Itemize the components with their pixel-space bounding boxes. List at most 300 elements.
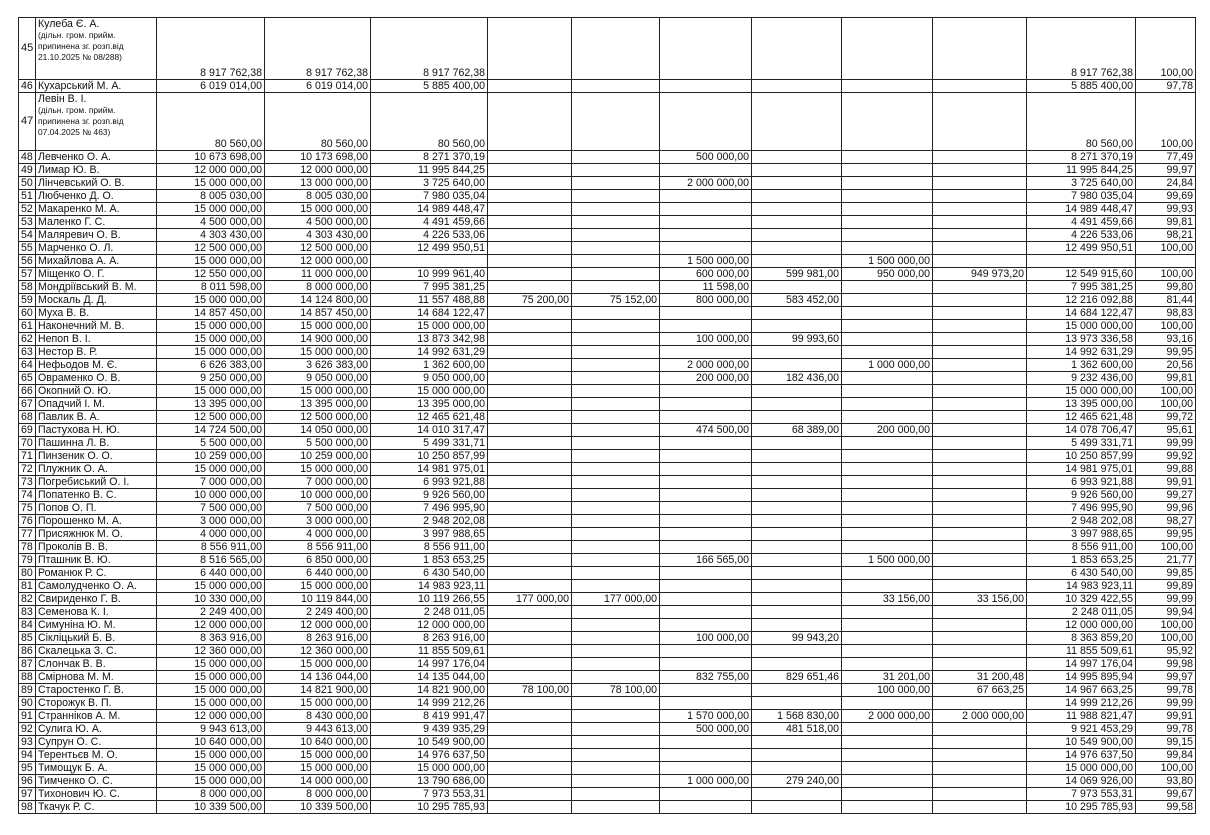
deputy-name-cell: Опадчий І. М. xyxy=(36,398,157,411)
row-number: 89 xyxy=(19,684,36,697)
table-row xyxy=(19,424,1196,437)
extra-spent-2 xyxy=(752,229,842,242)
extra-spent-3 xyxy=(933,294,1027,307)
percent-spent: 99,97 xyxy=(1136,164,1196,177)
adjusted-amount: 8 005 030,00 xyxy=(265,190,371,203)
deputy-name-cell: Пташник В. Ю. xyxy=(36,554,157,567)
adjusted-amount: 2 249 400,00 xyxy=(265,606,371,619)
extra-planned-2 xyxy=(660,515,752,528)
extra-spent-3 xyxy=(933,242,1027,255)
total-spent: 13 973 336,58 xyxy=(1027,333,1136,346)
spent-amount: 15 000 000,00 xyxy=(371,320,488,333)
spent-amount: 14 999 212,26 xyxy=(371,697,488,710)
extra-spent-3 xyxy=(933,424,1027,437)
extra-spent-3 xyxy=(933,80,1027,93)
extra-planned-1 xyxy=(488,333,572,346)
extra-planned-2 xyxy=(660,93,752,151)
adjusted-amount: 8 000 000,00 xyxy=(265,281,371,294)
extra-planned-1 xyxy=(488,424,572,437)
table-row xyxy=(19,151,1196,164)
percent-spent: 99,93 xyxy=(1136,203,1196,216)
table-row xyxy=(19,788,1196,801)
extra-planned-2 xyxy=(660,697,752,710)
extra-planned-3 xyxy=(842,164,933,177)
row-number: 58 xyxy=(19,281,36,294)
adjusted-amount: 15 000 000,00 xyxy=(265,320,371,333)
extra-planned-3 xyxy=(842,437,933,450)
spent-amount: 1 853 653,25 xyxy=(371,554,488,567)
extra-planned-3 xyxy=(842,463,933,476)
extra-planned-1 xyxy=(488,346,572,359)
deputy-name-cell: Слончак В. В. xyxy=(36,658,157,671)
extra-planned-3 xyxy=(842,801,933,814)
extra-planned-1 xyxy=(488,80,572,93)
extra-spent-2: 599 981,00 xyxy=(752,268,842,281)
adjusted-amount: 8 000 000,00 xyxy=(265,788,371,801)
deputy-name-cell: Пинзеник О. О. xyxy=(36,450,157,463)
row-number: 46 xyxy=(19,80,36,93)
extra-spent-3 xyxy=(933,658,1027,671)
planned-amount: 15 000 000,00 xyxy=(157,320,265,333)
extra-planned-2 xyxy=(660,476,752,489)
adjusted-amount: 8 917 762,38 xyxy=(265,18,371,80)
extra-planned-2: 1 500 000,00 xyxy=(660,255,752,268)
percent-spent: 99,84 xyxy=(1136,749,1196,762)
percent-spent: 99,58 xyxy=(1136,801,1196,814)
deputy-name-cell: Павлик В. А. xyxy=(36,411,157,424)
total-spent: 7 973 553,31 xyxy=(1027,788,1136,801)
total-spent: 3 725 640,00 xyxy=(1027,177,1136,190)
deputy-name-cell: Макаренко М. А. xyxy=(36,203,157,216)
spent-amount: 6 430 540,00 xyxy=(371,567,488,580)
extra-spent-3 xyxy=(933,18,1027,80)
extra-spent-3 xyxy=(933,372,1027,385)
adjusted-amount: 7 500 000,00 xyxy=(265,502,371,515)
row-number: 79 xyxy=(19,554,36,567)
extra-spent-1 xyxy=(572,489,660,502)
extra-spent-3 xyxy=(933,450,1027,463)
planned-amount: 12 000 000,00 xyxy=(157,619,265,632)
extra-spent-1 xyxy=(572,268,660,281)
extra-spent-2 xyxy=(752,93,842,151)
row-number: 61 xyxy=(19,320,36,333)
extra-planned-2 xyxy=(660,749,752,762)
deputy-name-cell: Порошенко М. А. xyxy=(36,515,157,528)
table-row xyxy=(19,346,1196,359)
planned-amount: 9 943 613,00 xyxy=(157,723,265,736)
row-number: 85 xyxy=(19,632,36,645)
planned-amount: 12 550 000,00 xyxy=(157,268,265,281)
spent-amount: 2 248 011,05 xyxy=(371,606,488,619)
planned-amount: 15 000 000,00 xyxy=(157,203,265,216)
planned-amount: 10 339 500,00 xyxy=(157,801,265,814)
total-spent: 15 000 000,00 xyxy=(1027,320,1136,333)
planned-amount: 8 917 762,38 xyxy=(157,18,265,80)
extra-spent-1: 177 000,00 xyxy=(572,593,660,606)
row-number: 45 xyxy=(19,18,36,80)
table-row xyxy=(19,93,1196,151)
extra-planned-2 xyxy=(660,736,752,749)
extra-spent-3 xyxy=(933,528,1027,541)
planned-amount: 10 673 698,00 xyxy=(157,151,265,164)
deputy-name-cell: Терентьєв М. О. xyxy=(36,749,157,762)
planned-amount: 15 000 000,00 xyxy=(157,671,265,684)
extra-spent-3 xyxy=(933,398,1027,411)
extra-spent-1 xyxy=(572,788,660,801)
row-number: 98 xyxy=(19,801,36,814)
row-number: 65 xyxy=(19,372,36,385)
extra-planned-3 xyxy=(842,333,933,346)
extra-spent-3 xyxy=(933,216,1027,229)
extra-spent-2 xyxy=(752,476,842,489)
percent-spent: 99,95 xyxy=(1136,346,1196,359)
percent-spent: 100,00 xyxy=(1136,320,1196,333)
row-number: 74 xyxy=(19,489,36,502)
extra-spent-1 xyxy=(572,528,660,541)
extra-planned-3 xyxy=(842,723,933,736)
total-spent: 14 981 975,01 xyxy=(1027,463,1136,476)
extra-planned-2 xyxy=(660,411,752,424)
spent-amount: 8 419 991,47 xyxy=(371,710,488,723)
spent-amount: 4 226 533,06 xyxy=(371,229,488,242)
spent-amount: 11 995 844,25 xyxy=(371,164,488,177)
planned-amount: 6 626 383,00 xyxy=(157,359,265,372)
extra-planned-1 xyxy=(488,528,572,541)
planned-amount: 15 000 000,00 xyxy=(157,346,265,359)
total-spent: 11 988 821,47 xyxy=(1027,710,1136,723)
percent-spent: 21,77 xyxy=(1136,554,1196,567)
extra-planned-2: 2 000 000,00 xyxy=(660,359,752,372)
extra-spent-3 xyxy=(933,502,1027,515)
row-number: 80 xyxy=(19,567,36,580)
table-row xyxy=(19,268,1196,281)
extra-planned-1 xyxy=(488,489,572,502)
extra-planned-3 xyxy=(842,749,933,762)
spent-amount: 14 981 975,01 xyxy=(371,463,488,476)
extra-planned-2 xyxy=(660,385,752,398)
spent-amount: 14 821 900,00 xyxy=(371,684,488,697)
percent-spent: 99,91 xyxy=(1136,710,1196,723)
total-spent: 13 395 000,00 xyxy=(1027,398,1136,411)
extra-spent-2 xyxy=(752,385,842,398)
extra-spent-2 xyxy=(752,203,842,216)
adjusted-amount: 14 821 900,00 xyxy=(265,684,371,697)
extra-planned-2 xyxy=(660,216,752,229)
extra-planned-3: 1 000 000,00 xyxy=(842,359,933,372)
total-spent: 11 855 509,61 xyxy=(1027,645,1136,658)
row-number: 96 xyxy=(19,775,36,788)
planned-amount: 15 000 000,00 xyxy=(157,580,265,593)
spent-amount: 10 549 900,00 xyxy=(371,736,488,749)
total-spent: 8 556 911,00 xyxy=(1027,541,1136,554)
total-spent: 4 226 533,06 xyxy=(1027,229,1136,242)
extra-spent-1 xyxy=(572,697,660,710)
extra-spent-2 xyxy=(752,320,842,333)
planned-amount: 15 000 000,00 xyxy=(157,385,265,398)
extra-spent-3: 31 200,48 xyxy=(933,671,1027,684)
extra-planned-2: 1 570 000,00 xyxy=(660,710,752,723)
extra-planned-3: 200 000,00 xyxy=(842,424,933,437)
extra-planned-2 xyxy=(660,18,752,80)
extra-spent-2 xyxy=(752,281,842,294)
spent-amount: 5 885 400,00 xyxy=(371,80,488,93)
extra-spent-1 xyxy=(572,80,660,93)
percent-spent: 100,00 xyxy=(1136,93,1196,151)
spent-amount: 11 855 509,61 xyxy=(371,645,488,658)
deputy-name: Левін В. І. xyxy=(38,93,87,105)
extra-planned-3 xyxy=(842,489,933,502)
spent-amount: 10 295 785,93 xyxy=(371,801,488,814)
extra-spent-3: 949 973,20 xyxy=(933,268,1027,281)
extra-planned-3 xyxy=(842,619,933,632)
extra-planned-1 xyxy=(488,372,572,385)
planned-amount: 8 516 565,00 xyxy=(157,554,265,567)
percent-spent xyxy=(1136,255,1196,268)
table-row xyxy=(19,645,1196,658)
extra-spent-2 xyxy=(752,645,842,658)
total-spent: 9 926 560,00 xyxy=(1027,489,1136,502)
spent-amount: 14 976 637,50 xyxy=(371,749,488,762)
extra-planned-3 xyxy=(842,190,933,203)
extra-planned-3 xyxy=(842,788,933,801)
planned-amount: 7 500 000,00 xyxy=(157,502,265,515)
spent-amount: 7 973 553,31 xyxy=(371,788,488,801)
planned-amount: 15 000 000,00 xyxy=(157,762,265,775)
extra-planned-1 xyxy=(488,463,572,476)
planned-amount: 15 000 000,00 xyxy=(157,684,265,697)
extra-planned-3 xyxy=(842,411,933,424)
deputy-name-cell: Маленко Г. С. xyxy=(36,216,157,229)
extra-planned-1 xyxy=(488,203,572,216)
deputy-note: (дільн. гром. прийм. припинена зг. розп.від 21.10.2025 № 08/288) xyxy=(38,30,124,62)
extra-planned-1 xyxy=(488,268,572,281)
extra-planned-2 xyxy=(660,229,752,242)
adjusted-amount: 7 000 000,00 xyxy=(265,476,371,489)
extra-planned-3 xyxy=(842,567,933,580)
percent-spent: 99,98 xyxy=(1136,658,1196,671)
planned-amount: 14 724 500,00 xyxy=(157,424,265,437)
extra-planned-1 xyxy=(488,697,572,710)
total-spent: 2 948 202,08 xyxy=(1027,515,1136,528)
spent-amount: 2 948 202,08 xyxy=(371,515,488,528)
total-spent: 1 362 600,00 xyxy=(1027,359,1136,372)
planned-amount: 8 005 030,00 xyxy=(157,190,265,203)
extra-spent-1 xyxy=(572,93,660,151)
deputy-name-cell: Сторожук В. П. xyxy=(36,697,157,710)
extra-planned-3 xyxy=(842,580,933,593)
total-spent: 10 250 857,99 xyxy=(1027,450,1136,463)
adjusted-amount: 15 000 000,00 xyxy=(265,385,371,398)
extra-planned-2: 600 000,00 xyxy=(660,268,752,281)
percent-spent: 93,80 xyxy=(1136,775,1196,788)
extra-planned-1 xyxy=(488,567,572,580)
adjusted-amount: 8 556 911,00 xyxy=(265,541,371,554)
adjusted-amount: 14 050 000,00 xyxy=(265,424,371,437)
row-number: 52 xyxy=(19,203,36,216)
percent-spent: 100,00 xyxy=(1136,541,1196,554)
spent-amount: 9 050 000,00 xyxy=(371,372,488,385)
extra-planned-1 xyxy=(488,788,572,801)
extra-planned-1 xyxy=(488,359,572,372)
spent-amount: 14 992 631,29 xyxy=(371,346,488,359)
extra-planned-2 xyxy=(660,801,752,814)
extra-spent-2 xyxy=(752,749,842,762)
extra-planned-1 xyxy=(488,93,572,151)
table-row xyxy=(19,502,1196,515)
extra-planned-3 xyxy=(842,450,933,463)
adjusted-amount: 8 263 916,00 xyxy=(265,632,371,645)
row-number: 54 xyxy=(19,229,36,242)
extra-planned-2: 800 000,00 xyxy=(660,294,752,307)
adjusted-amount: 12 000 000,00 xyxy=(265,619,371,632)
extra-spent-3 xyxy=(933,333,1027,346)
deputy-name: Кулеба Є. А. xyxy=(38,18,100,30)
extra-planned-1 xyxy=(488,710,572,723)
total-spent: 12 465 621,48 xyxy=(1027,411,1136,424)
extra-spent-1 xyxy=(572,450,660,463)
extra-spent-3 xyxy=(933,775,1027,788)
row-number: 83 xyxy=(19,606,36,619)
total-spent: 12 216 092,88 xyxy=(1027,294,1136,307)
deputy-note: (дільн. гром. прийм. припинена зг. розп.від 07.04.2025 № 463) xyxy=(38,105,124,137)
extra-spent-1 xyxy=(572,502,660,515)
extra-spent-2 xyxy=(752,489,842,502)
extra-spent-3 xyxy=(933,164,1027,177)
extra-spent-2 xyxy=(752,398,842,411)
deputy-name-cell: Попов О. П. xyxy=(36,502,157,515)
spent-amount: 14 983 923,11 xyxy=(371,580,488,593)
extra-spent-3 xyxy=(933,437,1027,450)
total-spent: 14 069 926,00 xyxy=(1027,775,1136,788)
percent-spent: 99,81 xyxy=(1136,216,1196,229)
row-number: 87 xyxy=(19,658,36,671)
extra-planned-1 xyxy=(488,255,572,268)
percent-spent: 24,84 xyxy=(1136,177,1196,190)
spent-amount: 7 980 035,04 xyxy=(371,190,488,203)
table-body xyxy=(19,18,1196,814)
extra-planned-3: 1 500 000,00 xyxy=(842,554,933,567)
deputy-name-cell: Маляревич О. В. xyxy=(36,229,157,242)
extra-planned-1 xyxy=(488,216,572,229)
extra-spent-1 xyxy=(572,307,660,320)
table-row xyxy=(19,320,1196,333)
deputy-name-cell: Семенова К. І. xyxy=(36,606,157,619)
adjusted-amount: 6 019 014,00 xyxy=(265,80,371,93)
table-row xyxy=(19,749,1196,762)
planned-amount: 4 500 000,00 xyxy=(157,216,265,229)
adjusted-amount: 15 000 000,00 xyxy=(265,697,371,710)
extra-spent-3 xyxy=(933,801,1027,814)
deputy-name-cell: Проколів В. В. xyxy=(36,541,157,554)
row-number: 47 xyxy=(19,93,36,151)
extra-spent-3 xyxy=(933,93,1027,151)
deputy-name-cell: Наконечний М. В. xyxy=(36,320,157,333)
total-spent: 9 232 436,00 xyxy=(1027,372,1136,385)
row-number: 60 xyxy=(19,307,36,320)
planned-amount: 15 000 000,00 xyxy=(157,658,265,671)
total-spent: 4 491 459,66 xyxy=(1027,216,1136,229)
adjusted-amount: 14 124 800,00 xyxy=(265,294,371,307)
extra-planned-1 xyxy=(488,450,572,463)
extra-planned-2 xyxy=(660,203,752,216)
adjusted-amount: 15 000 000,00 xyxy=(265,463,371,476)
table-row xyxy=(19,619,1196,632)
adjusted-amount: 6 850 000,00 xyxy=(265,554,371,567)
table-row xyxy=(19,775,1196,788)
extra-planned-3 xyxy=(842,294,933,307)
percent-spent: 99,15 xyxy=(1136,736,1196,749)
total-spent: 14 684 122,47 xyxy=(1027,307,1136,320)
extra-planned-1 xyxy=(488,619,572,632)
row-number: 48 xyxy=(19,151,36,164)
extra-spent-1 xyxy=(572,801,660,814)
percent-spent: 99,96 xyxy=(1136,502,1196,515)
extra-spent-1 xyxy=(572,281,660,294)
extra-planned-3: 2 000 000,00 xyxy=(842,710,933,723)
extra-planned-2 xyxy=(660,684,752,697)
planned-amount: 15 000 000,00 xyxy=(157,294,265,307)
spent-amount: 13 790 686,00 xyxy=(371,775,488,788)
extra-spent-1 xyxy=(572,255,660,268)
extra-spent-2 xyxy=(752,619,842,632)
percent-spent: 99,99 xyxy=(1136,593,1196,606)
deputy-name-cell: Странніков А. М. xyxy=(36,710,157,723)
table-row xyxy=(19,593,1196,606)
extra-planned-1 xyxy=(488,554,572,567)
extra-planned-3 xyxy=(842,528,933,541)
extra-planned-3 xyxy=(842,177,933,190)
total-spent: 12 499 950,51 xyxy=(1027,242,1136,255)
spent-amount: 10 119 266,55 xyxy=(371,593,488,606)
table-row xyxy=(19,723,1196,736)
percent-spent: 99,94 xyxy=(1136,606,1196,619)
planned-amount: 10 640 000,00 xyxy=(157,736,265,749)
extra-planned-1 xyxy=(488,151,572,164)
deputy-name-cell: Любченко Д. О. xyxy=(36,190,157,203)
extra-spent-1 xyxy=(572,229,660,242)
deputy-name-cell: Лимар Ю. В. xyxy=(36,164,157,177)
spent-amount: 3 725 640,00 xyxy=(371,177,488,190)
extra-spent-2 xyxy=(752,242,842,255)
adjusted-amount: 4 303 430,00 xyxy=(265,229,371,242)
extra-planned-3: 950 000,00 xyxy=(842,268,933,281)
extra-planned-3 xyxy=(842,658,933,671)
row-number: 66 xyxy=(19,385,36,398)
extra-planned-1 xyxy=(488,762,572,775)
row-number: 71 xyxy=(19,450,36,463)
extra-planned-3 xyxy=(842,515,933,528)
extra-planned-3 xyxy=(842,346,933,359)
spent-amount: 80 560,00 xyxy=(371,93,488,151)
extra-spent-2: 68 389,00 xyxy=(752,424,842,437)
spent-amount: 15 000 000,00 xyxy=(371,385,488,398)
planned-amount: 6 019 014,00 xyxy=(157,80,265,93)
extra-spent-1 xyxy=(572,216,660,229)
row-number: 76 xyxy=(19,515,36,528)
extra-spent-1 xyxy=(572,320,660,333)
row-number: 97 xyxy=(19,788,36,801)
percent-spent: 77,49 xyxy=(1136,151,1196,164)
extra-planned-1: 177 000,00 xyxy=(488,593,572,606)
extra-spent-1 xyxy=(572,346,660,359)
table-row xyxy=(19,606,1196,619)
extra-planned-1 xyxy=(488,736,572,749)
adjusted-amount: 6 440 000,00 xyxy=(265,567,371,580)
extra-spent-2: 99 993,60 xyxy=(752,333,842,346)
extra-planned-1 xyxy=(488,398,572,411)
planned-amount: 15 000 000,00 xyxy=(157,255,265,268)
planned-amount: 15 000 000,00 xyxy=(157,775,265,788)
